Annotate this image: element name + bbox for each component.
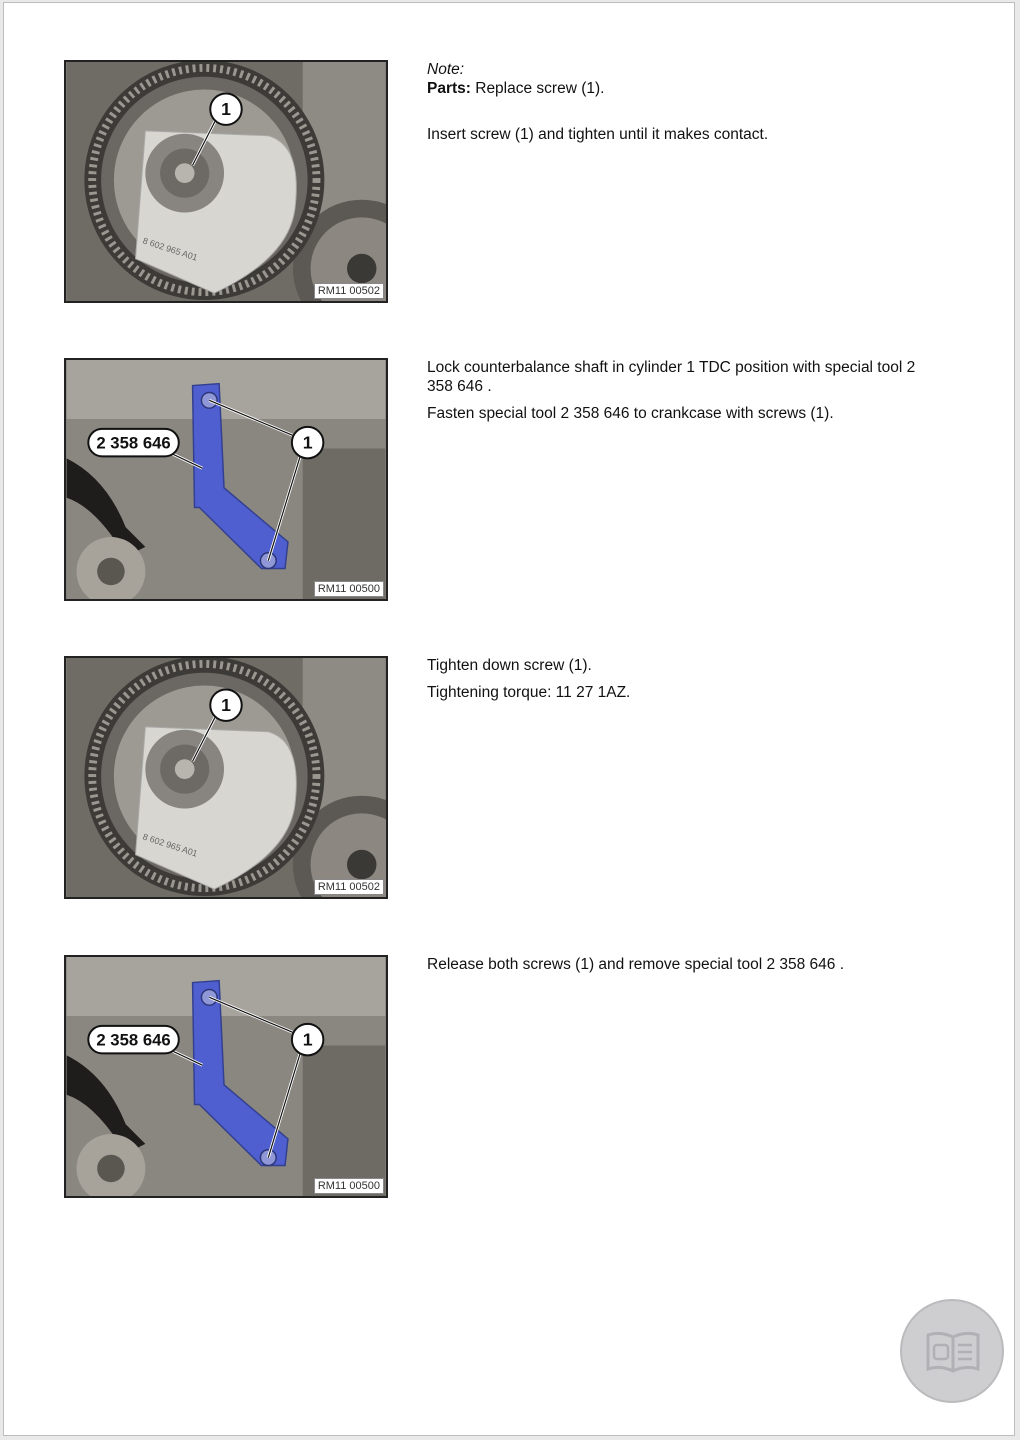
callout-1: 1 xyxy=(221,695,231,716)
manual-book-icon xyxy=(924,1329,982,1375)
step-1-text xyxy=(427,60,927,144)
callout-1: 1 xyxy=(221,99,231,120)
instruction: Tighten down screw (1). xyxy=(427,657,592,674)
tool-label: 2 358 646 xyxy=(96,433,171,453)
parts-text: Replace screw (1). xyxy=(470,80,605,97)
step-1 xyxy=(64,60,964,310)
figure-code: RM11 00500 xyxy=(314,1178,384,1194)
stamp-text: 8 602 965 A01 xyxy=(141,235,199,263)
special-tool-illustration xyxy=(66,957,386,1196)
note-label: Note: xyxy=(427,61,465,78)
tool-label: 2 358 646 xyxy=(96,1030,171,1050)
step-1-figure xyxy=(64,60,388,303)
special-tool-illustration xyxy=(66,360,386,599)
instruction: Insert screw (1) and tighten until it makes contact. xyxy=(427,126,769,143)
step-4-figure xyxy=(64,955,388,1198)
step-2-text xyxy=(427,358,927,423)
figure-code: RM11 00500 xyxy=(314,581,384,597)
document-page xyxy=(3,2,1015,1436)
manual-help-button[interactable] xyxy=(900,1299,1004,1403)
step-2 xyxy=(64,358,964,608)
stamp-text: 8 602 965 A01 xyxy=(141,831,199,859)
step-3-figure xyxy=(64,656,388,899)
instruction: Fasten special tool 2 358 646 to crankcase with screws (1). xyxy=(427,405,834,422)
step-4 xyxy=(64,955,964,1205)
step-3-text xyxy=(427,656,927,702)
step-4-text xyxy=(427,955,927,974)
figure-code: RM11 00502 xyxy=(314,879,384,895)
parts-label: Parts: xyxy=(427,80,471,97)
callout-1: 1 xyxy=(302,432,313,453)
crankshaft-gear-illustration xyxy=(66,658,386,897)
crankshaft-gear-illustration xyxy=(66,62,386,301)
instruction: Lock counterbalance shaft in cylinder 1 TDC position with special tool 2 358 646 . xyxy=(427,359,916,395)
step-3 xyxy=(64,656,964,906)
figure-code: RM11 00502 xyxy=(314,283,384,299)
instruction: Release both screws (1) and remove special tool 2 358 646 . xyxy=(427,956,845,973)
instruction: Tightening torque: 11 27 1AZ. xyxy=(427,684,631,701)
parts-line xyxy=(427,79,927,98)
callout-1: 1 xyxy=(302,1029,313,1050)
step-2-figure xyxy=(64,358,388,601)
